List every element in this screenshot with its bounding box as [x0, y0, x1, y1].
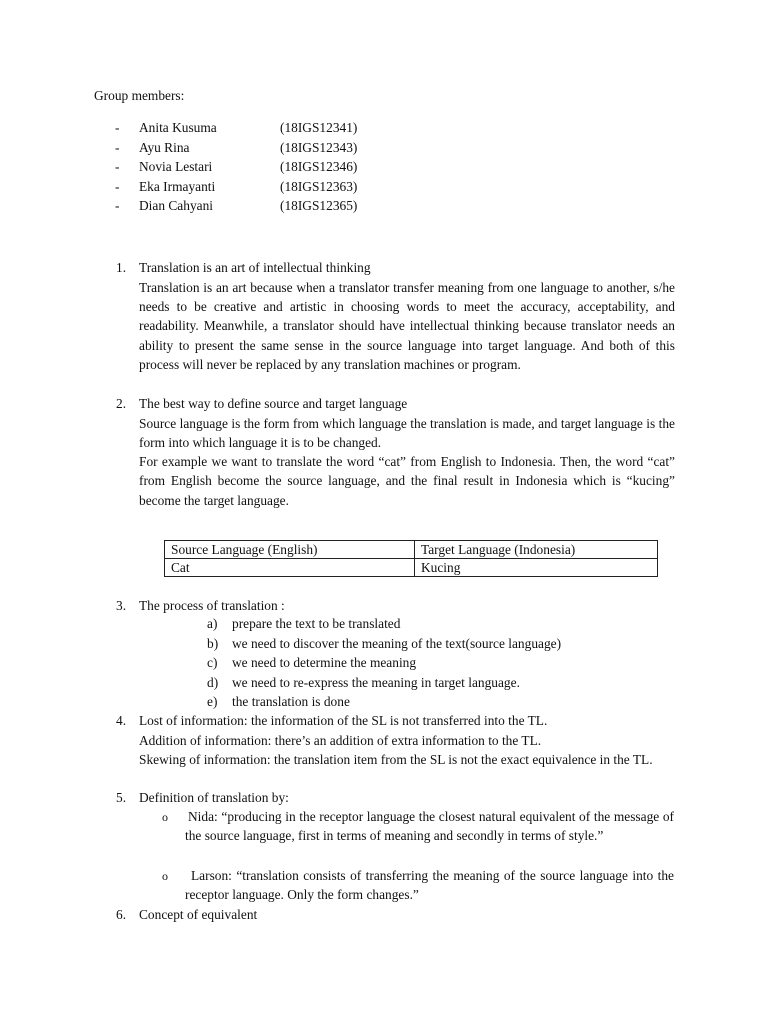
step-letter: d): [207, 674, 219, 690]
section-5-number: 5.: [116, 790, 127, 805]
member-name: Novia Lestari: [139, 159, 213, 174]
member-name: Eka Irmayanti: [139, 178, 216, 194]
section-4-number: 4.: [116, 713, 127, 728]
section-2-title: The best way to define source and target language: [139, 396, 408, 411]
section-3-number: 3.: [116, 598, 127, 613]
table-header-target: Target Language (Indonesia): [415, 541, 658, 559]
member-id: (18IGS12363): [280, 178, 358, 194]
section-3-title: The process of translation :: [139, 598, 285, 613]
member-id: (18IGS12346): [280, 159, 358, 174]
member-dash: -: [115, 120, 120, 135]
member-id: (18IGS12365): [280, 198, 358, 213]
bullet-icon: o: [162, 810, 168, 824]
section-4-addition-info: Addition of information: there’s an addition of extra information to the TL.: [139, 732, 542, 748]
step-letter: c): [207, 655, 218, 670]
bullet-icon: o: [162, 869, 168, 883]
member-dash: -: [115, 198, 120, 213]
section-2-example: For example we want to translate the word “cat” from English to Indonesia. Then, the word “cat” from English become the source language, and the final result in Indonesia which is “kucing” become the target language.: [139, 454, 675, 508]
member-dash: -: [115, 139, 120, 155]
section-1-number: 1.: [116, 260, 127, 275]
table-header-source: Source Language (English): [165, 541, 415, 559]
member-dash: -: [115, 178, 120, 194]
section-4-lost-info: Lost of information: the information of the SL is not transferred into the TL.: [139, 713, 548, 728]
member-id: (18IGS12343): [280, 139, 358, 155]
step-text: prepare the text to be translated: [232, 616, 401, 631]
step-letter: b): [207, 635, 219, 651]
member-dash: -: [115, 159, 120, 174]
section-2-definition: Source language is the form from which language the translation is made, and target language is the form into which language it is to be changed.: [139, 415, 675, 450]
member-name: Dian Cahyani: [139, 198, 214, 213]
step-text: we need to determine the meaning: [232, 655, 417, 670]
section-6-title: Concept of equivalent: [139, 907, 258, 922]
group-members-heading: Group members:: [94, 88, 185, 103]
member-id: (18IGS12341): [280, 120, 358, 135]
step-letter: e): [207, 694, 218, 709]
step-letter: a): [207, 616, 218, 631]
definition-nida: Nida: “producing in the receptor language the closest natural equivalent of the message of the source language, first in terms of meaning and secondly in terms of style.”: [185, 809, 674, 844]
table-cell-target: Kucing: [415, 559, 658, 577]
definition-larson: Larson: “translation consists of transferring the meaning of the source language into the receptor language. Only the form changes.”: [185, 868, 674, 903]
step-text: the translation is done: [232, 694, 350, 709]
section-1-body: Translation is an art because when a translator transfer meaning from one language to another, s/he needs to be creative and artistic in choosing words to meet the accuracy, acceptability, and readability. Meanwhile, a translator should have intellectual thinking because translator needs an ability to present the same sense in the source language into target language. And both of this process will never be replaced by any translation machines or program.: [139, 279, 675, 373]
section-4-skewing-info: Skewing of information: the translation item from the SL is not the exact equivalence in the TL.: [139, 752, 653, 767]
table-cell-source: Cat: [165, 559, 415, 577]
member-name: Anita Kusuma: [139, 120, 217, 135]
section-6-number: 6.: [116, 907, 127, 922]
section-2-number: 2.: [116, 396, 127, 411]
step-text: we need to re-express the meaning in target language.: [232, 674, 520, 690]
step-text: we need to discover the meaning of the text(source language): [232, 635, 562, 651]
member-name: Ayu Rina: [139, 139, 190, 155]
table-row: [165, 559, 658, 577]
section-1-title: Translation is an art of intellectual thinking: [139, 260, 371, 275]
section-5-title: Definition of translation by:: [139, 790, 289, 805]
table-header-row: [165, 541, 658, 559]
language-table: [164, 540, 658, 577]
